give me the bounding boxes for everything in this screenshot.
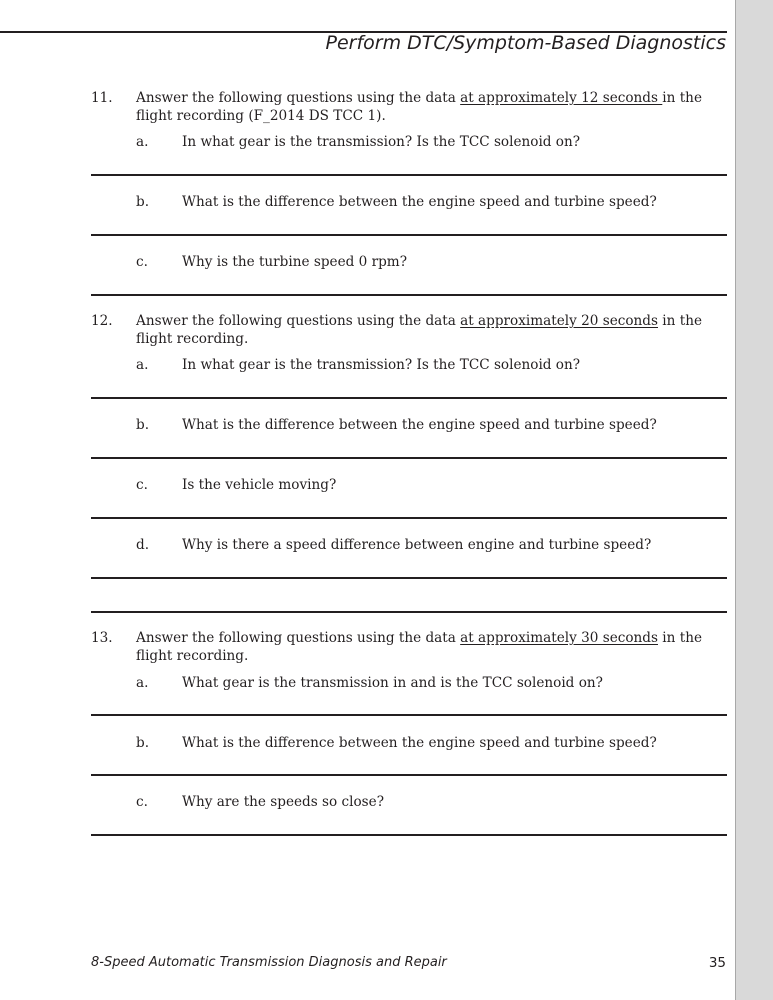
answer-line[interactable]	[91, 234, 727, 236]
page-header-title: Perform DTC/Symptom-Based Diagnostics	[325, 32, 726, 54]
answer-line[interactable]	[91, 517, 727, 519]
page-number: 35	[708, 955, 726, 971]
answer-line[interactable]	[91, 774, 727, 776]
time-emphasis: at approximately 20 seconds	[460, 313, 658, 329]
question-text: Answer the following questions using the data at approximately 30 seconds in the flight recording.	[136, 630, 702, 664]
answer-line[interactable]	[91, 577, 727, 579]
time-emphasis: at approximately 12 seconds	[460, 90, 663, 106]
answer-line[interactable]	[91, 714, 727, 716]
time-emphasis: at approximately 30 seconds	[460, 630, 658, 646]
question-text: Answer the following questions using the data at approximately 20 seconds in the flight recording.	[136, 313, 702, 347]
page-margin-bar	[735, 0, 773, 1000]
question-text: Answer the following questions using the data at approximately 12 seconds in the flight recording (F_2014 DS TCC 1).	[136, 90, 702, 124]
answer-line[interactable]	[91, 397, 727, 399]
answer-line[interactable]	[91, 294, 727, 296]
answer-line[interactable]	[91, 611, 727, 613]
answer-line[interactable]	[91, 457, 727, 459]
question-number: 13.	[91, 630, 113, 646]
question-number: 12.	[91, 313, 113, 329]
question-number: 11.	[91, 90, 113, 106]
question-13	[91, 629, 727, 665]
question-12	[91, 312, 727, 348]
footer-book-title: 8-Speed Automatic Transmission Diagnosis and Repair	[91, 955, 447, 970]
answer-line[interactable]	[91, 174, 727, 176]
answer-line[interactable]	[91, 834, 727, 836]
question-11	[91, 89, 727, 125]
